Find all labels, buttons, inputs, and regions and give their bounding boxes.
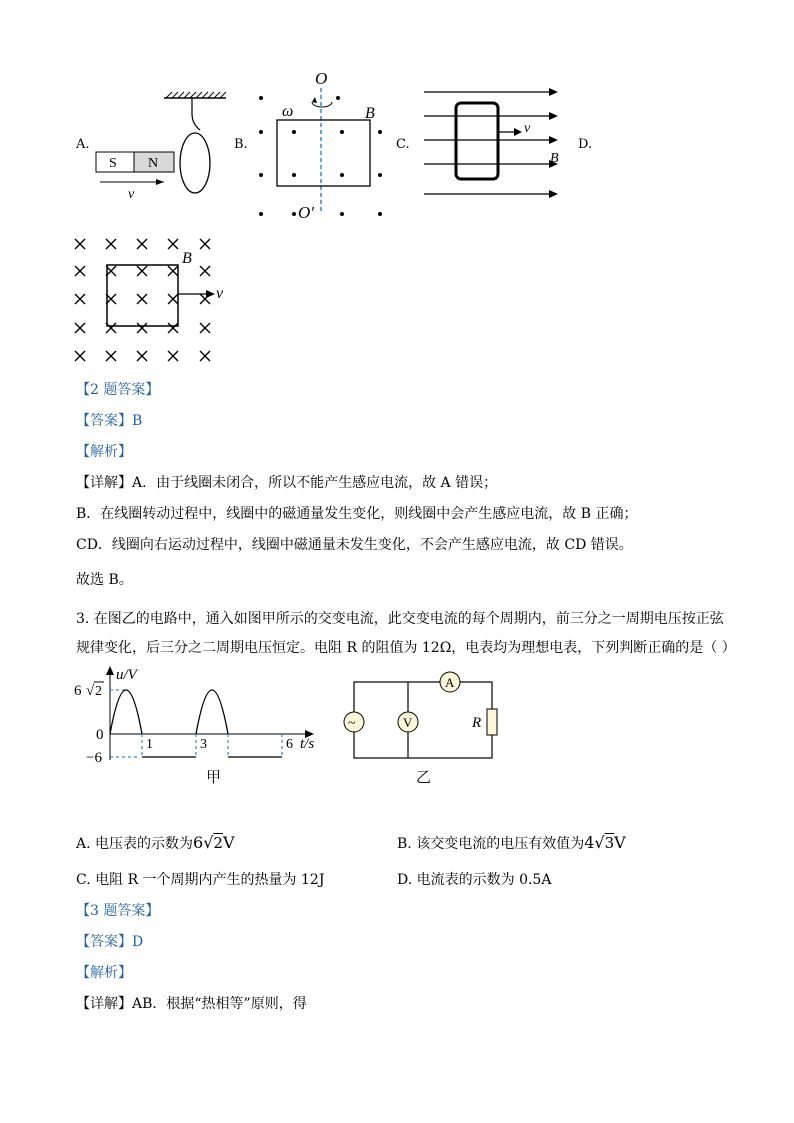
- figure-b-rotating-coil: [252, 68, 402, 228]
- velocity-label: v: [128, 187, 135, 200]
- q2-detail: 【详解】A．由于线圈未闭合，所以不能产生感应电流，故 A 错误；: [76, 475, 498, 491]
- q3-option-a: A. 电压表的示数为6√2V: [76, 833, 235, 852]
- q3-detail: 【详解】AB．根据“热相等”原则，得: [76, 996, 307, 1012]
- magnet-north-label: N: [148, 156, 159, 171]
- q2-answer: 【答案】B: [76, 413, 143, 429]
- x-tick-3: 3: [200, 737, 207, 752]
- figure-d-loop-in-field: [68, 232, 238, 367]
- omega-label: ω: [282, 103, 294, 120]
- figure-circuit: [336, 664, 508, 788]
- q3-option-d: D. 电流表的示数为 0.5A: [397, 872, 552, 888]
- figure-a-magnet-coil: [92, 90, 232, 200]
- y-tick-neg: −6: [86, 750, 102, 766]
- q2-line-b: B．在线圈转动过程中，线圈中的磁通量发生变化，则线圈中会产生感应电流，故 B 正确；: [76, 506, 638, 522]
- q2-conclusion: 故选 B。: [76, 572, 133, 588]
- velocity-label: v: [216, 285, 224, 302]
- x-tick-1: 1: [146, 737, 153, 752]
- q3-stem-line2: 规律变化，后三分之二周期电压恒定。电阻 R 的阻值为 12Ω，电表均为理想电表，下列判断正确的是（ ）: [76, 640, 736, 656]
- x-tick-6: 6: [286, 737, 293, 752]
- ammeter-label: A: [445, 675, 455, 690]
- option-c-label: C.: [396, 137, 410, 152]
- y-tick-zero: 0: [96, 727, 104, 743]
- figure-c-coil-in-field: [420, 80, 562, 205]
- option-a-label: A.: [76, 137, 90, 152]
- q3-answer: 【答案】D: [76, 934, 144, 950]
- y-axis-label: u/V: [116, 667, 137, 683]
- q3-stem-line1: 3. 在图乙的电路中，通入如图甲所示的交变电流，此交变电流的每个周期内，前三分之一周期电压按正弦: [76, 611, 724, 627]
- magnet-south-label: S: [109, 156, 117, 171]
- figure-voltage-graph: [68, 664, 330, 788]
- y-tick-top-radicand: 2: [95, 684, 102, 699]
- option-b-label: B.: [234, 137, 248, 152]
- field-b-label: B: [550, 151, 559, 166]
- circuit-caption: 乙: [416, 770, 432, 786]
- q3-header: 【3 题答案】: [76, 903, 160, 919]
- axis-bottom-label: O′: [298, 203, 314, 222]
- q2-header: 【2 题答案】: [76, 382, 160, 398]
- field-b-label: B: [365, 105, 375, 122]
- field-b-label: B: [182, 250, 192, 267]
- resistor-label: R: [472, 715, 482, 731]
- voltmeter-label: V: [403, 715, 413, 730]
- q2-analysis-heading: 【解析】: [76, 444, 132, 460]
- q3-analysis-heading: 【解析】: [76, 965, 132, 981]
- axis-top-label: O: [315, 69, 328, 88]
- q3-option-b: B. 该交变电流的电压有效值为4√3V: [397, 833, 626, 852]
- x-axis-label: t/s: [300, 736, 315, 752]
- option-d-label: D.: [578, 137, 593, 152]
- graph-caption: 甲: [206, 770, 222, 786]
- y-tick-top-sqrt: √: [86, 683, 95, 699]
- source-label: ~: [348, 716, 356, 731]
- q3-option-c: C. 电阻 R 一个周期内产生的热量为 12J: [76, 872, 325, 888]
- velocity-label: v: [524, 121, 531, 136]
- q2-line-cd: CD．线圈向右运动过程中，线圈中磁通量未发生变化，不会产生感应电流，故 CD 错误。: [76, 537, 633, 553]
- y-tick-top: 6: [74, 683, 82, 699]
